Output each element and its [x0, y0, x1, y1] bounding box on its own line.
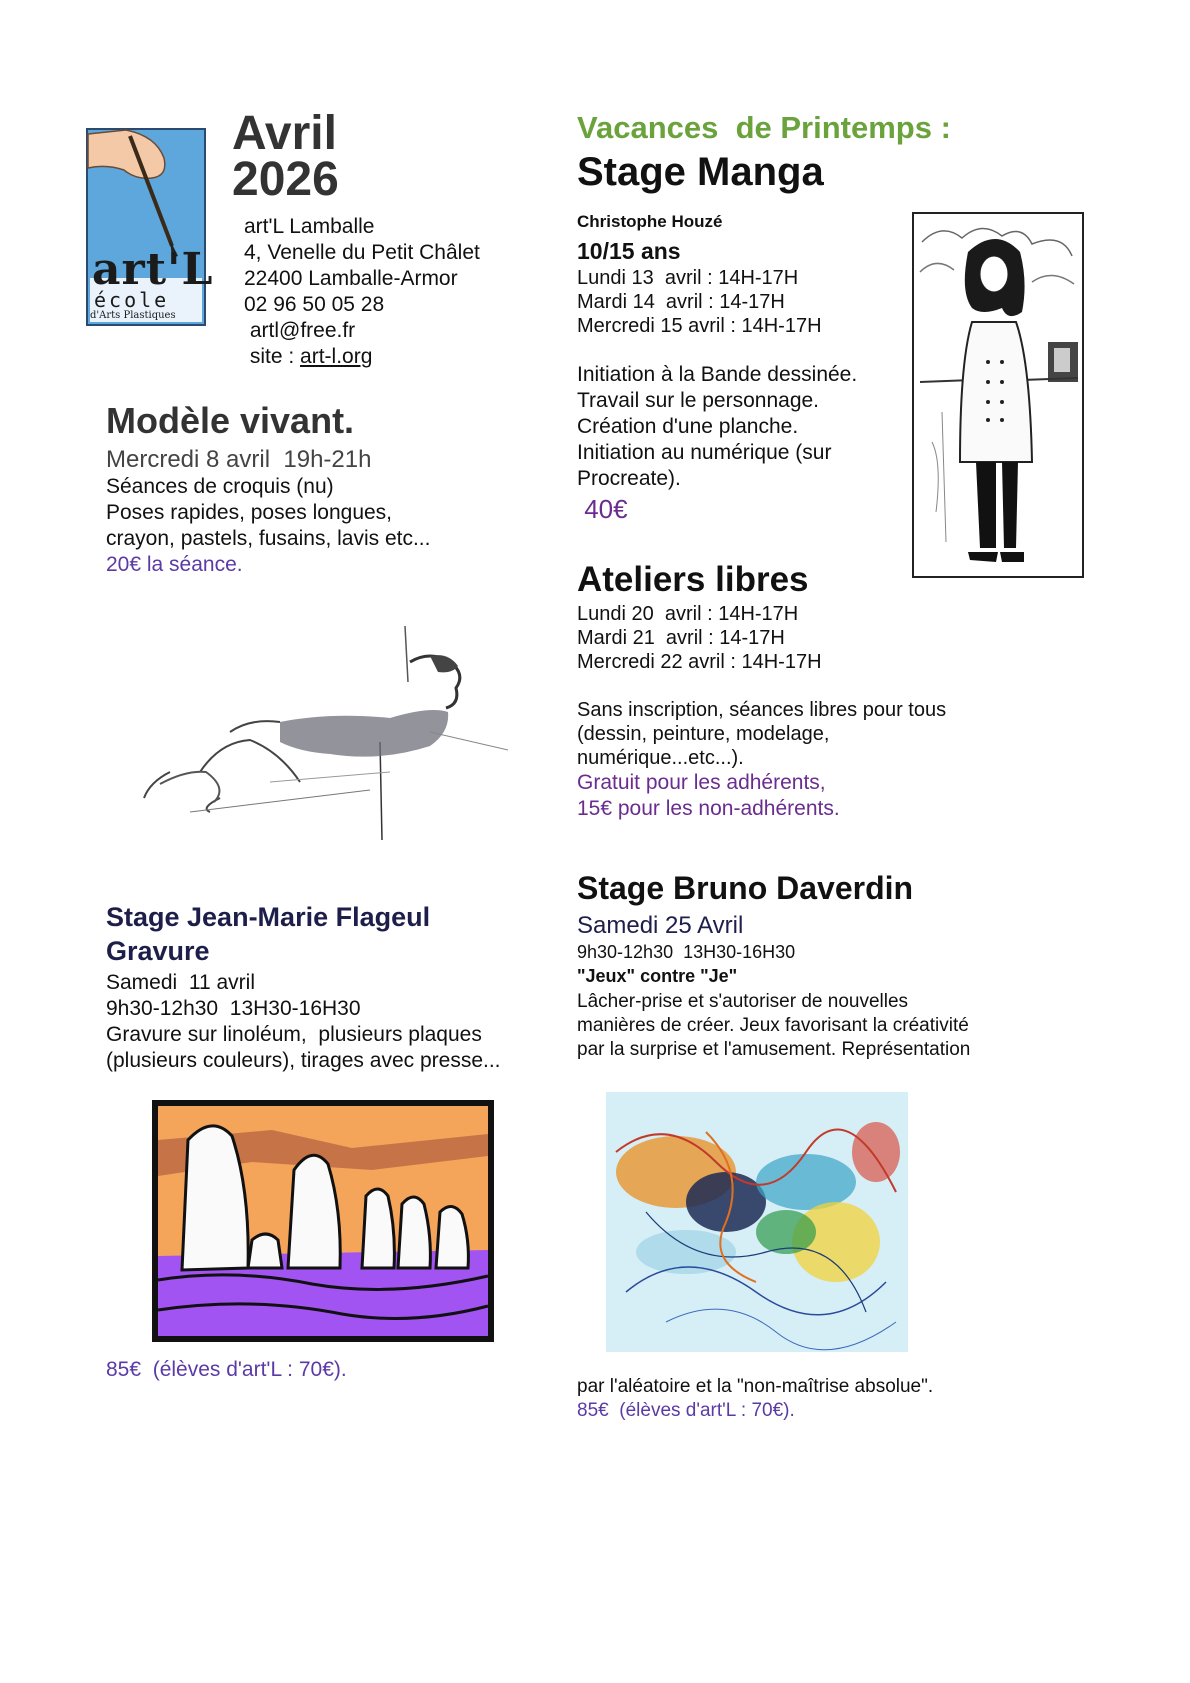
modele-price: 20€ la séance.: [106, 553, 243, 576]
ateliers-price-line: Gratuit pour les adhérents,: [577, 771, 826, 794]
ateliers-desc-line: numérique...etc...).: [577, 747, 744, 769]
manga-schedule-line: Lundi 13 avril : 14H-17H: [577, 267, 799, 289]
manga-desc-line: Création d'une planche.: [577, 415, 799, 438]
manga-desc: [577, 362, 857, 492]
ateliers-schedule-line: Mardi 21 avril : 14-17H: [577, 627, 785, 649]
email: artl@free.fr: [244, 319, 356, 342]
logo-sub: école: [94, 288, 170, 312]
logo-tagline: d'Arts Plastiques: [90, 310, 176, 321]
modele-title: Modèle vivant.: [106, 400, 355, 441]
ateliers-schedule-line: Lundi 20 avril : 14H-17H: [577, 603, 799, 625]
address-line: 22400 Lamballe-Armor: [244, 267, 458, 290]
ateliers-price-line: 15€ pour les non-adhérents.: [577, 797, 840, 820]
address-line: 4, Venelle du Petit Châlet: [244, 241, 480, 264]
manga-price: 40€: [577, 494, 628, 524]
daverdin-hours: 9h30-12h30 13H30-16H30: [577, 942, 796, 962]
menhir-engraving-image: [152, 1100, 494, 1342]
header-month: Avril: [232, 107, 337, 160]
flageul-desc: [106, 970, 501, 1074]
site-line: [244, 344, 480, 370]
daverdin-price: 85€ (élèves d'art'L : 70€).: [577, 1400, 795, 1421]
daverdin-date: Samedi 25 Avril: [577, 912, 744, 939]
manga-age: 10/15 ans: [577, 238, 681, 264]
ateliers-desc-line: (dessin, peinture, modelage,: [577, 723, 830, 745]
flageul-title: Stage Jean-Marie Flageul: [106, 902, 431, 932]
site-link[interactable]: art-l.org: [300, 345, 373, 368]
flageul-line: (plusieurs couleurs), tirages avec presse...: [106, 1049, 501, 1072]
manga-desc-line: Travail sur le personnage.: [577, 389, 820, 412]
modele-line: crayon, pastels, fusains, lavis etc...: [106, 527, 431, 550]
daverdin-subtitle: "Jeux" contre "Je": [577, 966, 738, 986]
daverdin-desc-line: par la surprise et l'amusement. Représentation: [577, 1039, 971, 1060]
address-line: art'L Lamballe: [244, 215, 375, 238]
ateliers-desc-line: Sans inscription, séances libres pour tous: [577, 699, 947, 721]
header-year: 2026: [232, 153, 339, 206]
abstract-painting-image: [606, 1092, 908, 1352]
daverdin-desc-end: par l'aléatoire et la "non-maîtrise absolue".: [577, 1376, 934, 1397]
manga-schedule-line: Mardi 14 avril : 14-17H: [577, 291, 785, 313]
manga-teacher: Christophe Houzé: [577, 212, 723, 231]
daverdin-desc-line: manières de créer. Jeux favorisant la créativité: [577, 1015, 969, 1036]
address-line: 02 96 50 05 28: [244, 293, 385, 316]
modele-line: Séances de croquis (nu): [106, 475, 334, 498]
manga-kicker: Vacances de Printemps :: [577, 110, 951, 145]
manga-title: Stage Manga: [577, 150, 824, 194]
flageul-date: Samedi 11 avril: [106, 971, 256, 994]
ateliers-price: [577, 770, 840, 822]
ateliers-desc: [577, 698, 946, 770]
address-block: [244, 214, 480, 370]
manga-desc-line: Procreate).: [577, 467, 681, 490]
modele-desc: [106, 474, 430, 578]
nude-sketch-image: [130, 622, 520, 844]
daverdin-desc: [577, 990, 970, 1062]
flageul-subtitle: Gravure: [106, 936, 210, 966]
manga-desc-line: Initiation au numérique (sur: [577, 441, 832, 464]
logo-word: art'L: [92, 244, 214, 295]
daverdin-desc-line: Lâcher-prise et s'autoriser de nouvelles: [577, 991, 909, 1012]
manga-schedule-line: Mercredi 15 avril : 14H-17H: [577, 315, 822, 337]
ateliers-title: Ateliers libres: [577, 560, 809, 599]
site-label: site :: [244, 345, 301, 368]
daverdin-title: Stage Bruno Daverdin: [577, 870, 914, 906]
flageul-line: Gravure sur linoléum, plusieurs plaques: [106, 1023, 482, 1046]
modele-line: Poses rapides, poses longues,: [106, 501, 393, 524]
modele-date: Mercredi 8 avril 19h-21h: [106, 446, 372, 473]
manga-desc-line: Initiation à la Bande dessinée.: [577, 363, 858, 386]
ateliers-schedule-line: Mercredi 22 avril : 14H-17H: [577, 651, 822, 673]
flageul-hours: 9h30-12h30 13H30-16H30: [106, 997, 361, 1020]
manga-girl-image: [912, 212, 1084, 578]
manga-schedule: [577, 266, 822, 338]
ateliers-schedule: [577, 602, 822, 674]
flageul-price: 85€ (élèves d'art'L : 70€).: [106, 1358, 347, 1381]
